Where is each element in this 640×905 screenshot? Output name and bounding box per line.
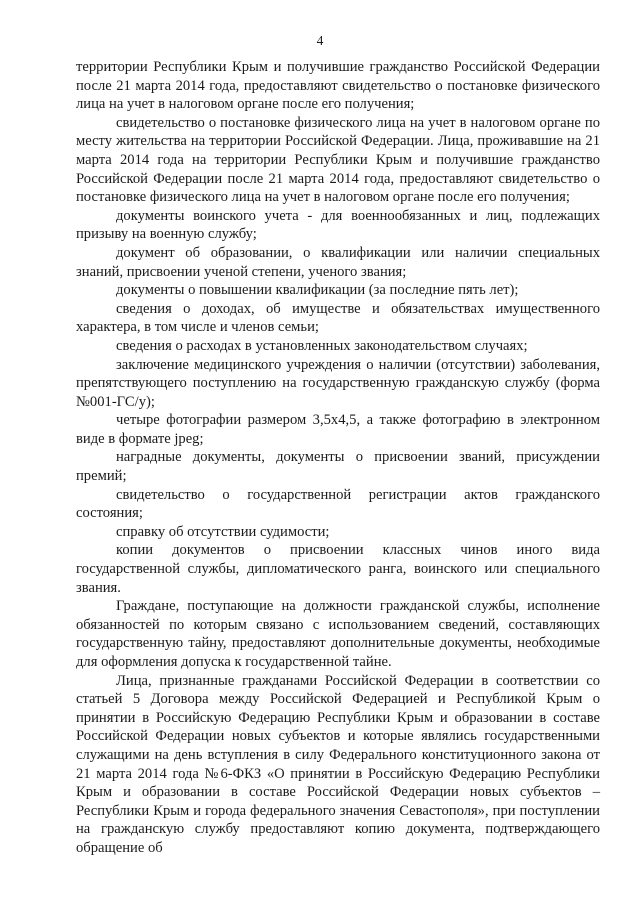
paragraph: копии документов о присвоении классных чинов иного вида государственной службы, дипломатического ранга, воинского или специального звания. (76, 542, 600, 596)
paragraph: Граждане, поступающие на должности гражданской службы, исполнение обязанностей по которым связано с использованием сведений, составляющих государственную тайну, предоставляют дополнительные документы, необходимые для оформления допуска к государственной тайне. (76, 598, 600, 670)
paragraph: сведения о расходах в установленных законодательством случаях; (116, 337, 528, 354)
paragraph: справку об отсутствии судимости; (116, 523, 330, 540)
paragraph: документы о повышении квалификации (за последние пять лет); (116, 282, 519, 299)
paragraph: документы воинского учета - для военнообязанных и лиц, подлежащих призыву на военную службу; (76, 207, 600, 243)
paragraph: Лица, признанные гражданами Российской Федерации в соответствии со статьей 5 Договора между Российской Федерацией и Республикой Крым о принятии в Российскую Федерацию Республики Крым и образовании в составе Российской Федерации новых субъектов и которые являлись государственными служащими на день вступления в силу Федерального конституционного закона от 21 марта 2014 года №6-ФКЗ «О принятии в Российскую Федерацию Республики Крым и образовании в составе Российской Федерации новых субъектов – Республики Крым и города федерального значения Севастополя», при поступлении на гражданскую службу предоставляют копию документа, подтверждающего обращение об (76, 672, 600, 856)
paragraph: территории Республики Крым и получившие гражданство Российской Федерации после 21 марта 2014 года, предоставляют свидетельство о постановке физического лица на учет в налоговом органе после его получения; (76, 59, 600, 113)
paragraph: четыре фотографии размером 3,5х4,5, а также фотографию в электронном виде в формате jpeg; (76, 412, 600, 447)
paragraph: заключение медицинского учреждения о наличии (отсутствии) заболевания, препятствующего поступлению на государственную гражданскую службу (форма №001-ГС/у); (76, 356, 600, 410)
paragraph: документ об образовании, о квалификации или наличии специальных знаний, присвоении ученой степени, ученого звания; (76, 244, 600, 280)
document-body (76, 58, 600, 858)
paragraph: свидетельство о постановке физического лица на учет в налоговом органе по месту жительства на территории Российской Федерации. Лица, проживавшие на 21 марта 2014 года на территории Республики Крым и получившие гражданство Российской Федерации после 21 марта 2014 года, предоставляют свидетельство о постановке физического лица на учет в налоговом органе после его получения; (76, 114, 600, 206)
paragraph: сведения о доходах, об имуществе и обязательствах имущественного характера, в том числе и членов семьи; (76, 300, 600, 336)
page-number: 4 (316, 33, 324, 48)
paragraph: наградные документы, документы о присвоении званий, присуждении премий; (76, 449, 600, 485)
paragraph: свидетельство о государственной регистрации актов гражданского состояния; (76, 486, 600, 522)
